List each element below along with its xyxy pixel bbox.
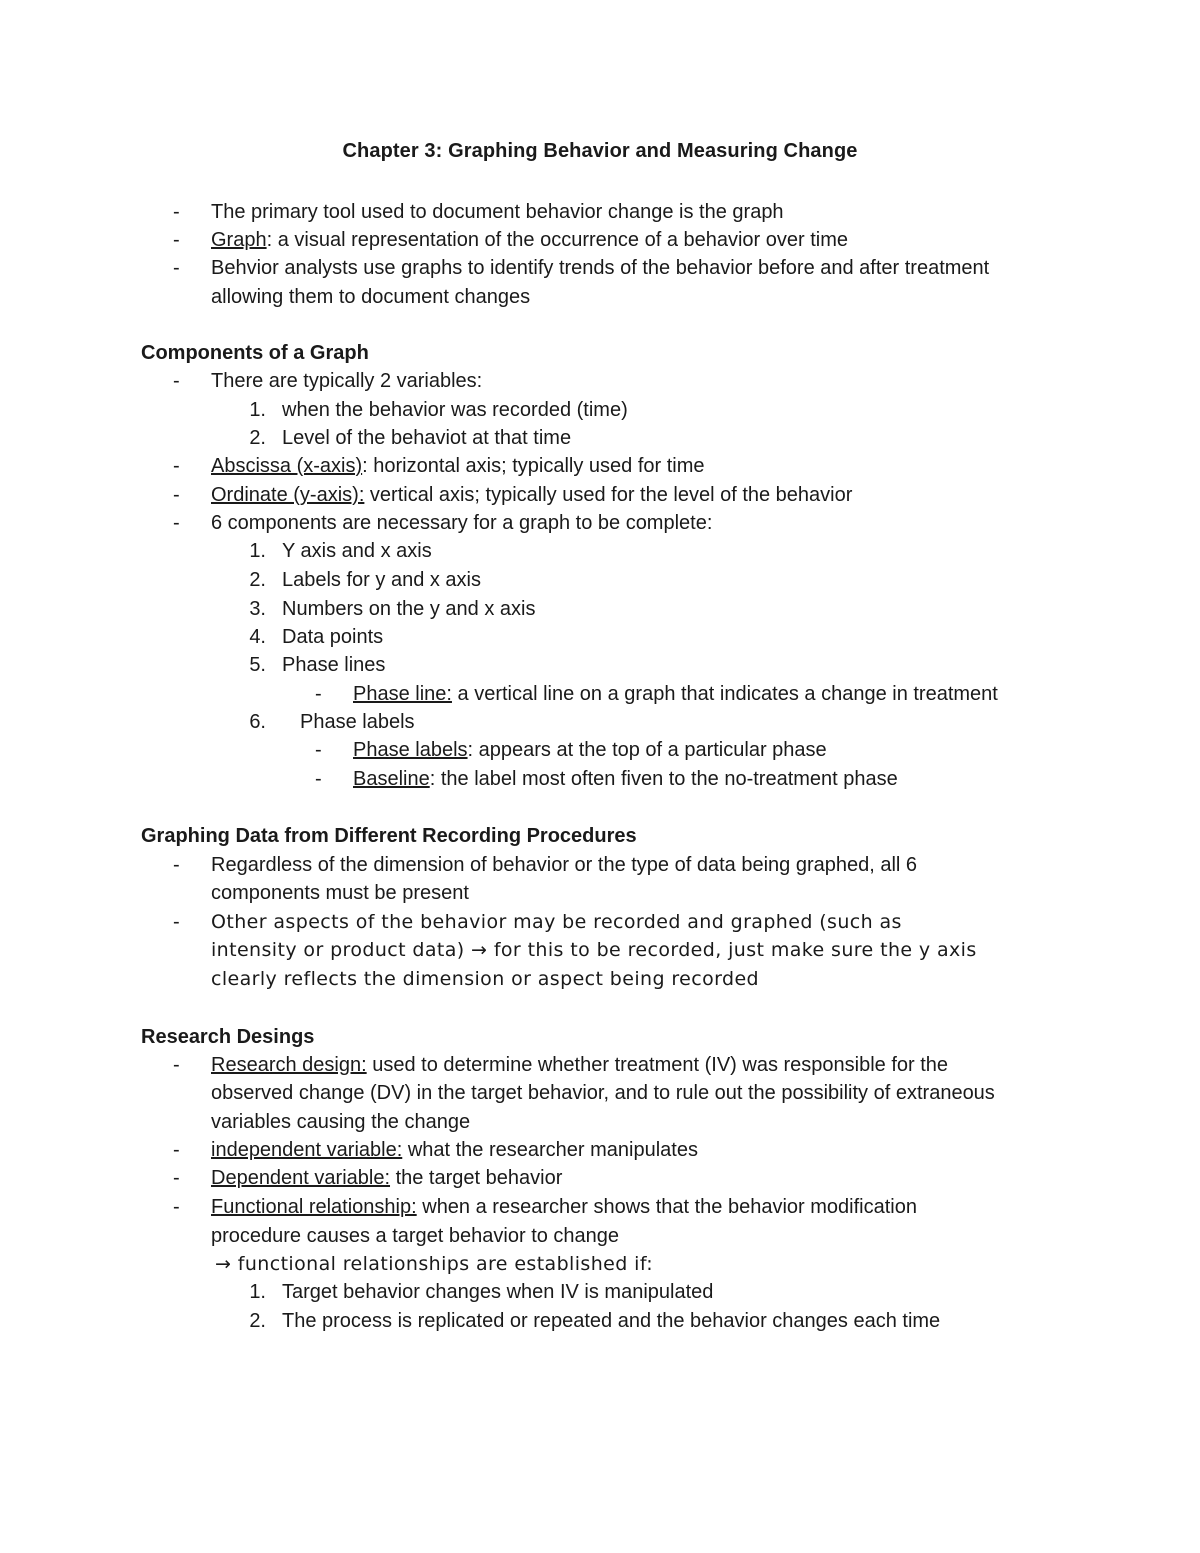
bullet-dash: - bbox=[173, 1196, 180, 1218]
component-item: Phase labels bbox=[300, 711, 415, 733]
bullet-dash: - bbox=[173, 201, 180, 223]
bullet-dash: - bbox=[315, 683, 322, 705]
definition-research-design: used to determine whether treatment (IV) was responsible for the bbox=[366, 1054, 949, 1076]
component-item: Labels for y and x axis bbox=[282, 569, 481, 591]
research-design-bullet bbox=[211, 1051, 948, 1079]
bullet-dash: - bbox=[315, 768, 322, 790]
ordinate-bullet bbox=[211, 481, 852, 509]
bullet-dash: - bbox=[173, 911, 180, 933]
bullet-dash: - bbox=[173, 257, 180, 279]
functional-relationship-line-2: procedure causes a target behavior to change bbox=[211, 1225, 620, 1247]
variable-item: when the behavior was recorded (time) bbox=[282, 399, 628, 421]
component-item: Phase lines bbox=[282, 654, 386, 676]
term-research-design: Research design: bbox=[211, 1054, 367, 1076]
definition-independent-variable: what the researcher manipulates bbox=[402, 1139, 698, 1161]
term-graph: Graph bbox=[211, 229, 267, 251]
functional-relationship-bullet bbox=[211, 1193, 917, 1221]
variable-item: Level of the behaviot at that time bbox=[282, 427, 572, 449]
definition-baseline: : the label most often fiven to the no-treatment phase bbox=[429, 768, 898, 790]
list-number: 2. bbox=[249, 427, 266, 449]
phase-labels-bullet bbox=[353, 736, 827, 764]
list-number: 5. bbox=[249, 654, 266, 676]
page-title: Chapter 3: Graphing Behavior and Measuring Change bbox=[342, 140, 858, 162]
graphing-bullet-1-line-2: components must be present bbox=[211, 882, 469, 904]
list-number: 2. bbox=[249, 1310, 266, 1332]
list-number: 1. bbox=[249, 399, 266, 421]
term-abscissa: Abscissa (x-axis) bbox=[211, 455, 363, 477]
components-bullet-variables: There are typically 2 variables: bbox=[211, 370, 483, 392]
condition-item: Target behavior changes when IV is manipulated bbox=[282, 1281, 714, 1303]
definition-functional-relationship: when a researcher shows that the behavior modification bbox=[416, 1196, 917, 1218]
list-number: 1. bbox=[249, 540, 266, 562]
term-ordinate: Ordinate (y-axis): bbox=[211, 484, 365, 506]
bullet-dash: - bbox=[173, 1139, 180, 1161]
term-phase-labels: Phase labels bbox=[353, 739, 468, 761]
research-design-line-2: observed change (DV) in the target behavior, and to rule out the possibility of extraneous bbox=[211, 1082, 995, 1104]
bullet-dash: - bbox=[173, 484, 180, 506]
definition-phase-line: a vertical line on a graph that indicates a change in treatment bbox=[451, 683, 998, 705]
list-number: 3. bbox=[249, 598, 266, 620]
phase-line-bullet bbox=[353, 680, 998, 708]
term-dependent-variable: Dependent variable: bbox=[211, 1167, 391, 1189]
bullet-dash: - bbox=[173, 455, 180, 477]
bullet-dash: - bbox=[173, 854, 180, 876]
definition-phase-labels: : appears at the top of a particular phase bbox=[467, 739, 827, 761]
term-independent-variable: independent variable: bbox=[211, 1139, 403, 1161]
bullet-dash: - bbox=[173, 229, 180, 251]
term-phase-line: Phase line: bbox=[353, 683, 452, 705]
baseline-bullet bbox=[353, 765, 898, 793]
bullet-dash: - bbox=[173, 512, 180, 534]
six-components-bullet: 6 components are necessary for a graph to be complete: bbox=[211, 512, 713, 534]
definition-ordinate: vertical axis; typically used for the level of the behavior bbox=[364, 484, 853, 506]
intro-bullet-3-line-1: Behvior analysts use graphs to identify trends of the behavior before and after treatment bbox=[211, 257, 990, 279]
bullet-dash: - bbox=[173, 1167, 180, 1189]
condition-item: The process is replicated or repeated and the behavior changes each time bbox=[282, 1310, 941, 1332]
research-design-line-3: variables causing the change bbox=[211, 1111, 471, 1133]
bullet-dash: - bbox=[173, 370, 180, 392]
list-number: 2. bbox=[249, 569, 266, 591]
section-heading-graphing: Graphing Data from Different Recording Procedures bbox=[141, 825, 637, 847]
section-heading-components: Components of a Graph bbox=[141, 342, 369, 364]
independent-variable-bullet bbox=[211, 1136, 698, 1164]
component-item: Numbers on the y and x axis bbox=[282, 598, 536, 620]
dependent-variable-bullet bbox=[211, 1164, 562, 1192]
term-functional-relationship: Functional relationship: bbox=[211, 1196, 417, 1218]
section-heading-research: Research Desings bbox=[141, 1026, 315, 1048]
intro-bullet-1: The primary tool used to document behavior change is the graph bbox=[211, 201, 784, 223]
abscissa-bullet bbox=[211, 452, 705, 480]
definition-dependent-variable: the target behavior bbox=[390, 1167, 563, 1189]
intro-bullet-3-line-2: allowing them to document changes bbox=[211, 286, 531, 308]
definition-graph: : a visual representation of the occurrence of a behavior over time bbox=[266, 229, 849, 251]
bullet-dash: - bbox=[315, 739, 322, 761]
component-item: Y axis and x axis bbox=[282, 540, 432, 562]
functional-relationship-line-3: → functional relationships are established if: bbox=[215, 1253, 654, 1275]
intro-bullet-2 bbox=[211, 226, 848, 254]
graphing-bullet-2-line-3: clearly reflects the dimension or aspect being recorded bbox=[211, 968, 760, 990]
term-baseline: Baseline bbox=[353, 768, 430, 790]
graphing-bullet-2-line-2: intensity or product data) → for this to be recorded, just make sure the y axis bbox=[211, 939, 977, 961]
graphing-bullet-1-line-1: Regardless of the dimension of behavior or the type of data being graphed, all 6 bbox=[211, 854, 918, 876]
list-number: 1. bbox=[249, 1281, 266, 1303]
graphing-bullet-2-line-1: Other aspects of the behavior may be recorded and graphed (such as bbox=[211, 911, 902, 933]
list-number: 6. bbox=[249, 711, 266, 733]
bullet-dash: - bbox=[173, 1054, 180, 1076]
list-number: 4. bbox=[249, 626, 266, 648]
component-item: Data points bbox=[282, 626, 384, 648]
definition-abscissa: : horizontal axis; typically used for time bbox=[362, 455, 705, 477]
